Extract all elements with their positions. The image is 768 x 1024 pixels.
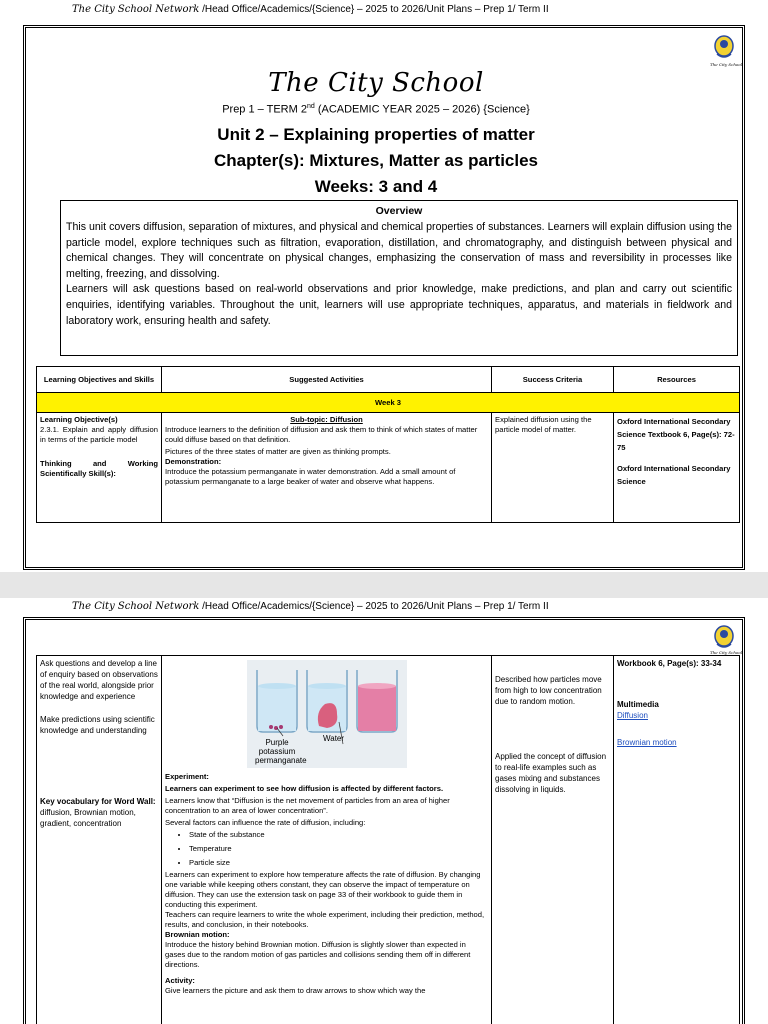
resource-workbook: Workbook 6, Page(s): 33-34	[617, 659, 722, 668]
factors-intro: Several factors can influence the rate of diffusion, including:	[165, 818, 366, 827]
objective-text: 2.3.1. Explain and apply diffusion in terms of the particle model	[40, 425, 158, 444]
overview-paragraph-1: This unit covers diffusion, separation of mixtures, and physical and chemical properties of substances. Learners will explain diffusion using the particle model, explore techniques such as filtration, evaporation, distillation, and chromatography, and distinguish between physical and chemical changes. They will concentrate on physical changes, emphasizing the conservation of mass and reversibility in processes like melting, freezing, and dissolving.	[66, 221, 732, 280]
activity-heading: Activity:	[165, 976, 195, 985]
school-crest-icon	[707, 32, 741, 66]
col-header-resources: Resources	[614, 367, 740, 393]
page-border	[23, 25, 745, 570]
figure-label-water: Water	[323, 734, 345, 743]
experiment-heading: Experiment:	[165, 772, 209, 781]
chapters-title: Chapter(s): Mixtures, Matter as particles	[213, 151, 539, 170]
network-name: The City School Network	[72, 4, 200, 15]
experiment-definition: Learners know that “Diffusion is the net movement of particles from an area of higher concentration to an area of lower concentration”.	[165, 796, 450, 815]
unit-title: Unit 2 – Explaining properties of matter	[217, 125, 535, 144]
resources-cell	[614, 656, 740, 1024]
list-item: • State of the substance	[189, 828, 488, 842]
weeks-title: Weeks: 3 and 4	[314, 177, 438, 196]
demonstration-heading: Demonstration:	[165, 457, 222, 466]
table-row	[37, 656, 740, 1024]
header-path: /Head Office/Academics/{Science} – 2025 to 2026/Unit Plans – Prep 1/ Term II	[199, 4, 549, 15]
experiment-title: Learners can experiment to see how diffusion is affected by different factors.	[165, 784, 444, 793]
experiment-paragraph: Learners can experiment to explore how temperature affects the rate of diffusion. By changing one variable while keeping others constant, they can observe the impact of temperature on diffusion. They can use the extension task on page 33 of their workbook to guide them in conducting this experiment.	[165, 870, 481, 909]
activity-text: Pictures of the three states of matter are given as thinking prompts.	[165, 447, 391, 456]
term-subheading	[26, 103, 726, 116]
skill-text: Make predictions using scientific knowledge and understanding	[40, 715, 155, 735]
resource-textbook: Oxford International Secondary Science Textbook 6, Page(s): 72-75	[617, 417, 735, 452]
resource-secondary: Oxford International Secondary Science	[617, 464, 731, 486]
table-row	[37, 413, 740, 523]
activities-cell	[162, 413, 492, 523]
network-name: The City School Network	[72, 601, 200, 612]
list-item: • Particle size	[189, 856, 488, 870]
week-band	[37, 393, 740, 413]
page-border	[23, 617, 745, 1024]
demonstration-text: Introduce the potassium permanganate in water demonstration. Add a small amount of potassium permanganate to a large beaker of water and observe what happens.	[165, 467, 456, 486]
criteria-text: Described how particles move from high to low concentration due to random motion.	[495, 675, 602, 706]
subtopic-heading: Sub-topic: Diffusion	[290, 415, 363, 424]
col-header-criteria: Success Criteria	[492, 367, 614, 393]
list-item: • Temperature	[189, 842, 488, 856]
vocabulary-text: diffusion, Brownian motion, gradient, concentration	[40, 808, 136, 828]
criteria-cell	[492, 413, 614, 523]
running-header	[72, 601, 549, 612]
objective-heading: Learning Objective(s)	[40, 415, 118, 424]
brownian-text: Introduce the history behind Brownian motion. Diffusion is slightly slower than expected in gases due to the random motion of gas particles and collisions sending them off in different directions.	[165, 940, 471, 969]
table-header-row	[37, 367, 740, 393]
activity-text: Introduce learners to the definition of diffusion and ask them to think of which states of matter could diffuse based on that definition.	[165, 425, 478, 444]
overview-box	[60, 200, 738, 356]
skill-text: Ask questions and develop a line of enquiry based on observations of the real world, alongside prior knowledge and experience	[40, 659, 158, 701]
criteria-text: Explained diffusion using the particle model of matter.	[495, 415, 592, 434]
subheading-text: Prep 1 – TERM 2	[222, 103, 307, 116]
header-path: /Head Office/Academics/{Science} – 2025 to 2026/Unit Plans – Prep 1/ Term II	[199, 601, 549, 612]
crest-caption: The City School	[710, 650, 743, 655]
crest-caption: The City School	[710, 62, 743, 67]
document-page-2	[0, 598, 768, 1024]
subheading-ordinal: nd	[306, 103, 315, 110]
resources-cell	[614, 413, 740, 523]
criteria-text: Applied the concept of diffusion to real-life examples such as gases mixing and substances dissolving in liquids.	[495, 752, 607, 794]
week-label: Week 3	[37, 393, 740, 413]
objectives-cell	[37, 413, 162, 523]
unit-plan-table-continued	[36, 655, 740, 1024]
overview-paragraph-2: Learners will ask questions based on real-world observations and prior knowledge, make predictions, and plan and carry out scientific enquiries, identifying variables. Throughout the unit, learners will use appropriate techniques, apparatus, and materials in fieldwork and laboratory work, ensuring health and safety.	[66, 283, 732, 327]
overview-heading: Overview	[375, 205, 423, 217]
skills-heading: Thinking and Working Scientifically Skill(s):	[40, 459, 158, 478]
activities-cell	[162, 656, 492, 1024]
subheading-year: (ACADEMIC YEAR 2025 – 2026) {Science}	[314, 103, 530, 116]
brownian-heading: Brownian motion:	[165, 930, 230, 939]
diffusion-link[interactable]: Diffusion	[617, 711, 648, 720]
criteria-cell	[492, 656, 614, 1024]
running-header	[72, 4, 549, 15]
skills-cell	[37, 656, 162, 1024]
col-header-activities: Suggested Activities	[162, 367, 492, 393]
col-header-objectives: Learning Objectives and Skills	[37, 367, 162, 393]
activity-text: Give learners the picture and ask them to draw arrows to show which way the	[165, 986, 426, 995]
school-title: The City School	[268, 68, 484, 98]
experiment-paragraph: Teachers can require learners to write the whole experiment, including their prediction, method, results, and conclusion, in their notebooks.	[165, 910, 485, 929]
figure-label-permanganate: Purple potassium permanganate	[255, 738, 307, 765]
unit-plan-table	[36, 366, 740, 523]
brownian-motion-link[interactable]: Brownian motion	[617, 738, 677, 747]
factors-list	[189, 828, 488, 870]
multimedia-heading: Multimedia	[617, 700, 659, 709]
vocabulary-heading: Key vocabulary for Word Wall:	[40, 797, 156, 806]
